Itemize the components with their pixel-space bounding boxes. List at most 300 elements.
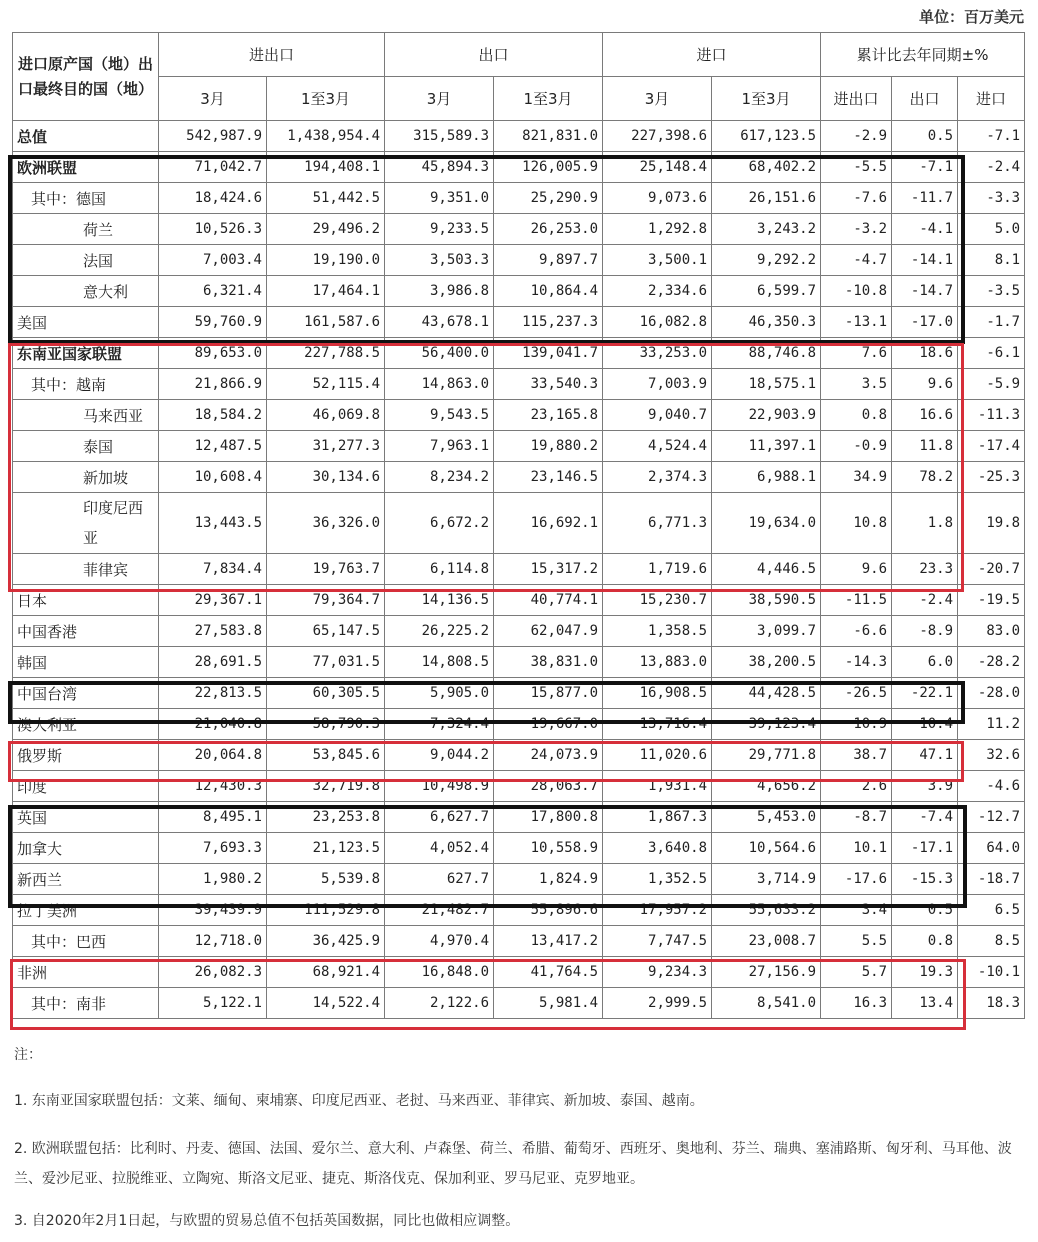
sub-header: 出口: [892, 77, 958, 121]
table-cell: 40,774.1: [494, 585, 603, 616]
table-cell: 1,867.3: [603, 802, 712, 833]
table-row: [13, 276, 1025, 307]
table-cell: -2.4: [958, 152, 1025, 183]
table-cell: 10.4: [892, 709, 958, 740]
table-cell: 11.8: [892, 431, 958, 462]
table-cell: 227,398.6: [603, 121, 712, 152]
table-cell: 19,667.0: [494, 709, 603, 740]
table-cell: 18,424.6: [159, 183, 267, 214]
table-cell: 5,122.1: [159, 988, 267, 1019]
table-cell: 19.8: [958, 493, 1025, 554]
table-cell: 16,082.8: [603, 307, 712, 338]
group-header-total: 进出口: [159, 33, 385, 77]
table-cell: 3,714.9: [712, 864, 821, 895]
table-cell: 6,114.8: [385, 554, 494, 585]
table-cell: 18,584.2: [159, 400, 267, 431]
table-row: [13, 833, 1025, 864]
table-cell: 12,430.3: [159, 771, 267, 802]
table-cell: 62,047.9: [494, 616, 603, 647]
table-row: [13, 245, 1025, 276]
table-cell: 7,747.5: [603, 926, 712, 957]
table-cell: 16.6: [892, 400, 958, 431]
table-cell: 17,800.8: [494, 802, 603, 833]
table-cell: -3.5: [958, 276, 1025, 307]
sub-header: 1至3月: [494, 77, 603, 121]
table-cell: 43,678.1: [385, 307, 494, 338]
table-cell: -3.2: [821, 214, 892, 245]
row-label: 马来西亚: [13, 400, 159, 431]
table-cell: 315,589.3: [385, 121, 494, 152]
table-cell: 89,653.0: [159, 338, 267, 369]
table-cell: 10.8: [821, 493, 892, 554]
table-cell: 10,498.9: [385, 771, 494, 802]
table-cell: 25,290.9: [494, 183, 603, 214]
table-cell: 6,627.7: [385, 802, 494, 833]
table-cell: 71,042.7: [159, 152, 267, 183]
sub-header: 3月: [603, 77, 712, 121]
table-row: [13, 214, 1025, 245]
table-cell: 161,587.6: [267, 307, 385, 338]
table-cell: -2.9: [821, 121, 892, 152]
row-label: 其中：巴西: [13, 926, 159, 957]
table-cell: 29,496.2: [267, 214, 385, 245]
table-cell: 68,921.4: [267, 957, 385, 988]
table-cell: 3,986.8: [385, 276, 494, 307]
table-cell: -6.1: [958, 338, 1025, 369]
table-cell: 65,147.5: [267, 616, 385, 647]
table-cell: 20,064.8: [159, 740, 267, 771]
table-cell: 39,123.4: [712, 709, 821, 740]
table-cell: 3,500.1: [603, 245, 712, 276]
table-cell: 1,358.5: [603, 616, 712, 647]
table-cell: 55,896.6: [494, 895, 603, 926]
table-cell: -14.1: [892, 245, 958, 276]
table-cell: 115,237.3: [494, 307, 603, 338]
table-row: [13, 338, 1025, 369]
table-cell: -17.0: [892, 307, 958, 338]
table-cell: 10.9: [821, 709, 892, 740]
table-cell: 36,326.0: [267, 493, 385, 554]
table-cell: -28.2: [958, 647, 1025, 678]
table-cell: 11.2: [958, 709, 1025, 740]
table-cell: 4,524.4: [603, 431, 712, 462]
table-cell: 1,352.5: [603, 864, 712, 895]
table-cell: 29,771.8: [712, 740, 821, 771]
table-row: [13, 152, 1025, 183]
table-cell: 0.5: [892, 895, 958, 926]
table-cell: -14.7: [892, 276, 958, 307]
table-cell: 6,771.3: [603, 493, 712, 554]
table-cell: 2,334.6: [603, 276, 712, 307]
note-item: 3. 自2020年2月1日起，与欧盟的贸易总值不包括英国数据，同比也做相应调整。: [14, 1213, 520, 1229]
table-cell: 68,402.2: [712, 152, 821, 183]
table-cell: 8,234.2: [385, 462, 494, 493]
table-cell: 9.6: [821, 554, 892, 585]
table-cell: 18,575.1: [712, 369, 821, 400]
table-cell: 0.8: [892, 926, 958, 957]
table-cell: 10.1: [821, 833, 892, 864]
table-cell: 53,845.6: [267, 740, 385, 771]
row-label: 中国台湾: [13, 678, 159, 709]
row-label: 东南亚国家联盟: [13, 338, 159, 369]
table-cell: 5.7: [821, 957, 892, 988]
table-cell: 33,253.0: [603, 338, 712, 369]
table-cell: 13,716.4: [603, 709, 712, 740]
table-cell: 1.8: [892, 493, 958, 554]
table-cell: -26.5: [821, 678, 892, 709]
table-cell: 14,808.5: [385, 647, 494, 678]
table-cell: 7.6: [821, 338, 892, 369]
table-cell: 32.6: [958, 740, 1025, 771]
table-cell: 23.3: [892, 554, 958, 585]
table-cell: 4,970.4: [385, 926, 494, 957]
table-cell: 1,931.4: [603, 771, 712, 802]
table-row: [13, 369, 1025, 400]
table-cell: 14,522.4: [267, 988, 385, 1019]
header-row-sub: [13, 77, 1025, 121]
table-cell: -8.9: [892, 616, 958, 647]
row-label: 其中：德国: [13, 183, 159, 214]
table-cell: -2.4: [892, 585, 958, 616]
row-label: 日本: [13, 585, 159, 616]
table-cell: 5,453.0: [712, 802, 821, 833]
table-cell: 139,041.7: [494, 338, 603, 369]
note-item: 1. 东南亚国家联盟包括：文莱、缅甸、柬埔寨、印度尼西亚、老挝、马来西亚、菲律宾、新加坡、泰国、越南。: [14, 1093, 704, 1109]
table-cell: 9,351.0: [385, 183, 494, 214]
table-row: [13, 802, 1025, 833]
table-cell: 0.8: [821, 400, 892, 431]
group-header-import: 进口: [603, 33, 821, 77]
table-cell: 821,831.0: [494, 121, 603, 152]
table-cell: 5.0: [958, 214, 1025, 245]
table-cell: -28.0: [958, 678, 1025, 709]
table-row: [13, 585, 1025, 616]
table-cell: 1,719.6: [603, 554, 712, 585]
table-cell: 8.1: [958, 245, 1025, 276]
table-cell: -7.1: [958, 121, 1025, 152]
row-label: 其中：越南: [13, 369, 159, 400]
table-cell: 8,541.0: [712, 988, 821, 1019]
table-cell: 19,634.0: [712, 493, 821, 554]
table-row: [13, 554, 1025, 585]
table-cell: 227,788.5: [267, 338, 385, 369]
table-cell: 2,999.5: [603, 988, 712, 1019]
table-cell: -4.1: [892, 214, 958, 245]
table-row: [13, 864, 1025, 895]
table-cell: -18.7: [958, 864, 1025, 895]
table-cell: -17.1: [892, 833, 958, 864]
table-cell: 15,317.2: [494, 554, 603, 585]
table-cell: -17.4: [958, 431, 1025, 462]
row-label: 新加坡: [13, 462, 159, 493]
table-cell: 6,321.4: [159, 276, 267, 307]
table-cell: -8.7: [821, 802, 892, 833]
table-cell: 26,082.3: [159, 957, 267, 988]
unit-label: 单位：百万美元: [918, 8, 1024, 26]
table-cell: 33,540.3: [494, 369, 603, 400]
table-cell: -25.3: [958, 462, 1025, 493]
row-label: 其中：南非: [13, 988, 159, 1019]
table-cell: 7,963.1: [385, 431, 494, 462]
table-row: [13, 647, 1025, 678]
table-cell: 34.9: [821, 462, 892, 493]
table-cell: -7.4: [892, 802, 958, 833]
table-cell: 77,031.5: [267, 647, 385, 678]
table-cell: 27,156.9: [712, 957, 821, 988]
table-cell: 23,165.8: [494, 400, 603, 431]
table-cell: 17,464.1: [267, 276, 385, 307]
table-cell: 15,877.0: [494, 678, 603, 709]
row-label: 印度: [13, 771, 159, 802]
sub-header: 进口: [958, 77, 1025, 121]
table-cell: 83.0: [958, 616, 1025, 647]
table-cell: 7,834.4: [159, 554, 267, 585]
table-cell: 13,443.5: [159, 493, 267, 554]
table-cell: 9,897.7: [494, 245, 603, 276]
table-cell: 78.2: [892, 462, 958, 493]
row-label: 泰国: [13, 431, 159, 462]
sub-header: 1至3月: [712, 77, 821, 121]
table-cell: -13.1: [821, 307, 892, 338]
table-cell: 5,981.4: [494, 988, 603, 1019]
table-cell: -7.6: [821, 183, 892, 214]
table-cell: -10.8: [821, 276, 892, 307]
table-cell: 7,324.4: [385, 709, 494, 740]
row-label: 菲律宾: [13, 554, 159, 585]
table-cell: 1,292.8: [603, 214, 712, 245]
table-cell: 126,005.9: [494, 152, 603, 183]
table-cell: 25,148.4: [603, 152, 712, 183]
table-cell: 10,564.6: [712, 833, 821, 864]
sub-header: 3月: [159, 77, 267, 121]
table-cell: 19,190.0: [267, 245, 385, 276]
row-label: 拉丁美洲: [13, 895, 159, 926]
table-cell: 9,044.2: [385, 740, 494, 771]
table-cell: 21,040.8: [159, 709, 267, 740]
table-row: [13, 616, 1025, 647]
table-row: [13, 462, 1025, 493]
table-cell: 6.0: [892, 647, 958, 678]
table-cell: -5.9: [958, 369, 1025, 400]
table-cell: 6,599.7: [712, 276, 821, 307]
row-label: 法国: [13, 245, 159, 276]
table-cell: 13.4: [892, 988, 958, 1019]
table-cell: -0.9: [821, 431, 892, 462]
table-cell: 9,292.2: [712, 245, 821, 276]
table-cell: 9,233.5: [385, 214, 494, 245]
table-cell: -3.3: [958, 183, 1025, 214]
table-cell: 18.3: [958, 988, 1025, 1019]
table-cell: 9.6: [892, 369, 958, 400]
table-cell: 111,529.8: [267, 895, 385, 926]
table-cell: -22.1: [892, 678, 958, 709]
row-label: 欧洲联盟: [13, 152, 159, 183]
table-cell: 16.3: [821, 988, 892, 1019]
table-row: [13, 307, 1025, 338]
table-cell: 3.5: [821, 369, 892, 400]
table-cell: 26,151.6: [712, 183, 821, 214]
table-cell: -4.7: [821, 245, 892, 276]
table-cell: 14,863.0: [385, 369, 494, 400]
table-cell: 24,073.9: [494, 740, 603, 771]
group-header-export: 出口: [385, 33, 603, 77]
table-cell: 32,719.8: [267, 771, 385, 802]
table-row: [13, 183, 1025, 214]
table-cell: 194,408.1: [267, 152, 385, 183]
row-label: 非洲: [13, 957, 159, 988]
table-cell: 627.7: [385, 864, 494, 895]
table-cell: -4.6: [958, 771, 1025, 802]
table-row: [13, 740, 1025, 771]
table-row: [13, 709, 1025, 740]
table-cell: 12,718.0: [159, 926, 267, 957]
table-cell: 46,069.8: [267, 400, 385, 431]
table-cell: 59,760.9: [159, 307, 267, 338]
row-label: 意大利: [13, 276, 159, 307]
note-item: 2. 欧洲联盟包括：比利时、丹麦、德国、法国、爱尔兰、意大利、卢森堡、荷兰、希腊、葡萄牙、西班牙、奥地利、芬兰、瑞典、塞浦路斯、匈牙利、马耳他、波兰、爱沙尼亚、拉脱维亚、立陶宛、斯洛文尼亚、捷克、斯洛伐克、保加利亚、罗马尼亚、克罗地亚。: [14, 1141, 1012, 1187]
table-cell: 23,008.7: [712, 926, 821, 957]
group-header-yoy: 累计比去年同期±%: [821, 33, 1025, 77]
table-cell: 23,253.8: [267, 802, 385, 833]
table-cell: 3,243.2: [712, 214, 821, 245]
table-cell: 4,446.5: [712, 554, 821, 585]
table-cell: 19,880.2: [494, 431, 603, 462]
table-cell: 7,693.3: [159, 833, 267, 864]
table-row: [13, 988, 1025, 1019]
table-cell: 30,134.6: [267, 462, 385, 493]
table-cell: 18.6: [892, 338, 958, 369]
table-cell: 21,123.5: [267, 833, 385, 864]
table-cell: 38.7: [821, 740, 892, 771]
table-cell: -11.7: [892, 183, 958, 214]
table-cell: 38,200.5: [712, 647, 821, 678]
table-cell: 88,746.8: [712, 338, 821, 369]
table-cell: 542,987.9: [159, 121, 267, 152]
table-cell: 4,052.4: [385, 833, 494, 864]
table-cell: -12.7: [958, 802, 1025, 833]
table-cell: 6.5: [958, 895, 1025, 926]
table-cell: 3,503.3: [385, 245, 494, 276]
table-cell: 9,040.7: [603, 400, 712, 431]
table-cell: 22,903.9: [712, 400, 821, 431]
table-cell: 11,397.1: [712, 431, 821, 462]
table-cell: -14.3: [821, 647, 892, 678]
table-cell: 1,980.2: [159, 864, 267, 895]
table-cell: 21,866.9: [159, 369, 267, 400]
table-cell: 46,350.3: [712, 307, 821, 338]
trade-table: [12, 32, 1025, 1019]
table-row: [13, 771, 1025, 802]
table-cell: 26,253.0: [494, 214, 603, 245]
table-row: [13, 431, 1025, 462]
table-cell: 27,583.8: [159, 616, 267, 647]
table-cell: -7.1: [892, 152, 958, 183]
table-cell: 55,633.2: [712, 895, 821, 926]
table-cell: 64.0: [958, 833, 1025, 864]
table-cell: 8,495.1: [159, 802, 267, 833]
table-cell: 3.4: [821, 895, 892, 926]
table-cell: 52,115.4: [267, 369, 385, 400]
table-cell: 7,003.4: [159, 245, 267, 276]
table-cell: 9,073.6: [603, 183, 712, 214]
table-cell: 22,813.5: [159, 678, 267, 709]
table-cell: 10,558.9: [494, 833, 603, 864]
sub-header: 1至3月: [267, 77, 385, 121]
table-cell: 28,063.7: [494, 771, 603, 802]
table-cell: 36,425.9: [267, 926, 385, 957]
table-cell: 38,831.0: [494, 647, 603, 678]
table-cell: 0.5: [892, 121, 958, 152]
table-cell: 60,305.5: [267, 678, 385, 709]
table-cell: 19,763.7: [267, 554, 385, 585]
row-label: 印度尼西亚: [13, 493, 159, 554]
table-cell: 16,848.0: [385, 957, 494, 988]
notes-title: 注：: [14, 1047, 42, 1063]
table-cell: 16,692.1: [494, 493, 603, 554]
corner-header: 进口原产国（地）出口最终目的国（地）: [13, 33, 159, 121]
table-cell: -19.5: [958, 585, 1025, 616]
table-cell: 58,790.3: [267, 709, 385, 740]
table-cell: 39,439.9: [159, 895, 267, 926]
table-cell: 4,656.2: [712, 771, 821, 802]
table-cell: 6,988.1: [712, 462, 821, 493]
table-cell: -11.5: [821, 585, 892, 616]
table-row: [13, 957, 1025, 988]
table-cell: 44,428.5: [712, 678, 821, 709]
table-cell: 14,136.5: [385, 585, 494, 616]
sub-header: 进出口: [821, 77, 892, 121]
table-row: [13, 121, 1025, 152]
row-label: 美国: [13, 307, 159, 338]
table-cell: -11.3: [958, 400, 1025, 431]
table-cell: 13,417.2: [494, 926, 603, 957]
row-label: 澳大利亚: [13, 709, 159, 740]
table-row: [13, 895, 1025, 926]
table-cell: 2,374.3: [603, 462, 712, 493]
table-cell: 41,764.5: [494, 957, 603, 988]
table-cell: 51,442.5: [267, 183, 385, 214]
table-cell: 617,123.5: [712, 121, 821, 152]
table-cell: 12,487.5: [159, 431, 267, 462]
table-cell: -5.5: [821, 152, 892, 183]
table-cell: 7,003.9: [603, 369, 712, 400]
row-label: 英国: [13, 802, 159, 833]
table-cell: 29,367.1: [159, 585, 267, 616]
table-cell: 5.5: [821, 926, 892, 957]
table-cell: 10,864.4: [494, 276, 603, 307]
row-label: 荷兰: [13, 214, 159, 245]
row-label: 总值: [13, 121, 159, 152]
table-cell: 79,364.7: [267, 585, 385, 616]
row-label: 加拿大: [13, 833, 159, 864]
table-cell: 10,526.3: [159, 214, 267, 245]
row-label: 中国香港: [13, 616, 159, 647]
row-label: 韩国: [13, 647, 159, 678]
header-row-groups: [13, 33, 1025, 77]
table-cell: 16,908.5: [603, 678, 712, 709]
table-cell: 2,122.6: [385, 988, 494, 1019]
table-row: [13, 678, 1025, 709]
table-cell: -17.6: [821, 864, 892, 895]
table-cell: 10,608.4: [159, 462, 267, 493]
table-cell: 3.9: [892, 771, 958, 802]
table-cell: 1,824.9: [494, 864, 603, 895]
table-cell: 8.5: [958, 926, 1025, 957]
table-cell: 9,234.3: [603, 957, 712, 988]
table-cell: 23,146.5: [494, 462, 603, 493]
table-row: [13, 400, 1025, 431]
table-cell: 3,099.7: [712, 616, 821, 647]
